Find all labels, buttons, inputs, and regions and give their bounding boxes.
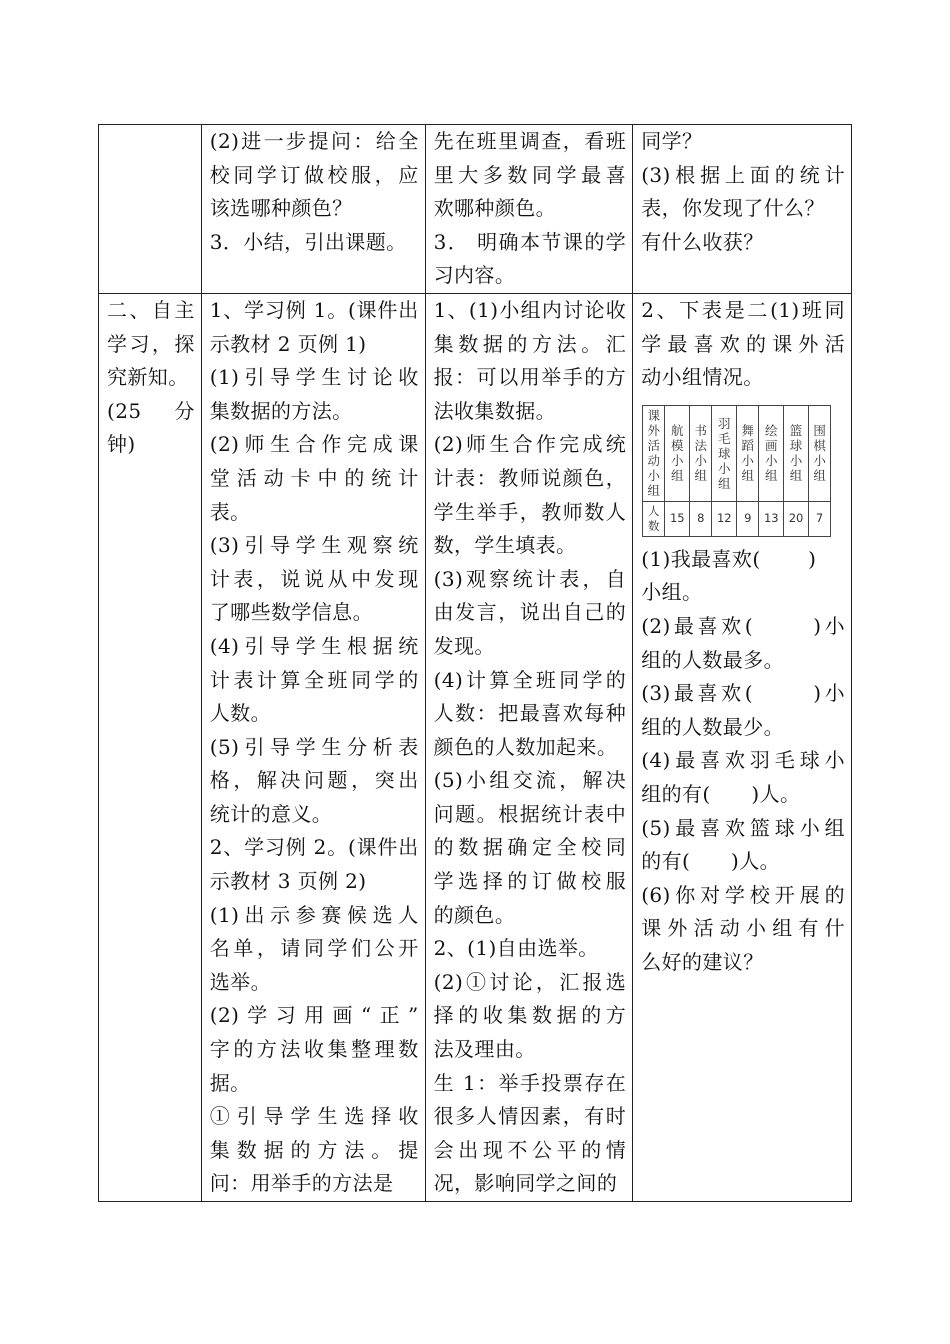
group-count-cell: 15	[665, 501, 690, 536]
text-line: 的有( )人。	[641, 849, 781, 874]
text-line: 课外活动小组有什	[641, 916, 845, 941]
text-line: 由发言，说出自己的	[433, 600, 627, 625]
text-line: 学生举手，教师数人	[433, 499, 627, 524]
text-line: 了哪些数学信息。	[209, 600, 373, 625]
text-line: 数，学生填表。	[433, 533, 577, 558]
text-line: 计表，说说从中发现	[209, 566, 419, 591]
text-line: (25 分	[107, 398, 195, 423]
text-line: 报：可以用举手的方	[433, 365, 627, 390]
text-line: 堂活动卡中的统计	[209, 465, 419, 490]
student-activity-cell	[425, 293, 633, 1201]
group-count-cell: 8	[690, 501, 712, 536]
group-count-cell: 12	[712, 501, 737, 536]
teacher-activity-cell	[201, 125, 425, 294]
text-line: 1、学习例 1。(课件出	[209, 297, 419, 322]
text-line: 究新知。	[107, 365, 189, 390]
mini-table-header-row	[643, 405, 831, 501]
text-line: 法及理由。	[433, 1037, 536, 1062]
text-line: 学选择的订做校服	[433, 869, 627, 894]
text-line: 集数据的方法。	[209, 398, 353, 423]
text-line: 3．小结，引出课题。	[209, 229, 407, 254]
text-line: (5)最喜欢篮球小组	[641, 815, 845, 840]
group-name-cell: 羽毛球小组	[712, 405, 737, 501]
text-line: 统计的意义。	[209, 801, 333, 826]
group-name-cell: 舞蹈小组	[737, 405, 759, 501]
text-line: (2)师生合作完成课	[209, 432, 419, 457]
student-activity-cell	[425, 125, 633, 294]
lesson-plan-table	[98, 124, 852, 1202]
text-line: (5)小组交流，解决	[433, 768, 627, 793]
text-line: 二、自主	[107, 297, 195, 322]
text-line: 格，解决问题，突出	[209, 768, 419, 793]
text-line: 集数据的方法。提	[209, 1137, 419, 1162]
mini-table-count-row	[643, 501, 831, 536]
text-line: 校同学订做校服，应	[209, 162, 419, 187]
text-line: (3)引导学生观察统	[209, 533, 419, 558]
text-line: (2)学习用画“正”	[209, 1003, 419, 1028]
text-line: 2、(1)自由选举。	[433, 936, 599, 961]
text-line: 据。	[209, 1070, 251, 1095]
text-line: 问：用举手的方法是	[209, 1171, 394, 1196]
text-line: (3)最喜欢( )小	[641, 681, 845, 706]
text-line: 问题。根据统计表中	[433, 801, 627, 826]
text-line: 集数据的方法。汇	[433, 331, 627, 356]
text-line: 2、下表是二(1)班同	[641, 297, 845, 322]
text-line: ①引导学生选择收	[209, 1104, 419, 1129]
text-line: 表，你发现了什么？	[641, 196, 825, 221]
text-line: 人数。	[209, 701, 271, 726]
text-line: (1)我最喜欢( )	[641, 546, 817, 571]
text-line: 名单，请同学们公开	[209, 936, 419, 961]
text-line: (1)出示参赛候选人	[209, 902, 419, 927]
text-line: 计表：教师说颜色，	[433, 465, 627, 490]
group-name-cell: 篮球小组	[784, 405, 809, 501]
text-line: 里大多数同学最喜	[433, 162, 627, 187]
text-line: (5)引导学生分析表	[209, 734, 419, 759]
text-line: (4)引导学生根据统	[209, 633, 419, 658]
text-line: 有什么收获？	[641, 229, 764, 254]
group-count-cell: 20	[784, 501, 809, 536]
text-line: 字的方法收集整理数	[209, 1037, 419, 1062]
text-line: 生 1：举手投票存在	[433, 1070, 627, 1095]
text-line: 表。	[209, 499, 251, 524]
table-row	[99, 293, 852, 1201]
text-line: 计表计算全班同学的	[209, 667, 419, 692]
text-line: 况，影响同学之间的	[433, 1171, 618, 1196]
text-line: (3)观察统计表，自	[433, 566, 627, 591]
text-line: 示教材 3 页例 2)	[209, 869, 367, 894]
text-line: 人数：把最喜欢每种	[433, 701, 627, 726]
stage-cell	[99, 293, 202, 1201]
text-line: 会出现不公平的情	[433, 1137, 627, 1162]
group-name-cell: 航模小组	[665, 405, 690, 501]
text-line: (2)最喜欢( )小	[641, 613, 845, 638]
exercise-cell	[633, 125, 852, 294]
text-line: (2)师生合作完成统	[433, 432, 627, 457]
row-header-cell: 课外活动小组	[643, 405, 665, 501]
table-row	[99, 125, 852, 294]
text-line: 先在班里调查，看班	[433, 129, 627, 153]
group-count-cell: 9	[737, 501, 759, 536]
text-line: (2)进一步提问：给全	[209, 129, 419, 153]
text-line: 学最喜欢的课外活	[641, 331, 845, 356]
text-line: 发现。	[433, 633, 495, 658]
teacher-activity-cell	[201, 293, 425, 1201]
text-line: (6)你对学校开展的	[641, 882, 845, 907]
text-line: 组的有( )人。	[641, 781, 801, 806]
text-line: (4)最喜欢羽毛球小	[641, 748, 845, 773]
group-name-cell: 绘画小组	[759, 405, 784, 501]
text-line: 选举。	[209, 969, 271, 994]
text-line: 的颜色。	[433, 902, 516, 927]
activity-group-table	[642, 405, 831, 537]
text-line: (1)引导学生讨论收	[209, 365, 419, 390]
text-line: 欢哪种颜色。	[433, 196, 557, 221]
text-line: 颜色的人数加起来。	[433, 734, 618, 759]
group-name-cell: 书法小组	[690, 405, 712, 501]
exercise-cell	[633, 293, 852, 1201]
stage-cell	[99, 125, 202, 294]
text-line: 2、学习例 2。(课件出	[209, 835, 419, 860]
text-line: 小组。	[641, 580, 703, 605]
text-line: 组的人数最少。	[641, 714, 785, 739]
text-line: 学习，探	[107, 331, 195, 356]
text-line: 该选哪种颜色？	[209, 196, 353, 221]
text-line: 的数据确定全校同	[433, 835, 627, 860]
text-line: (3)根据上面的统计	[641, 162, 845, 187]
text-line: 组的人数最多。	[641, 647, 785, 672]
count-header-cell: 人数	[643, 501, 665, 536]
text-line: 1、(1)小组内讨论收	[433, 297, 627, 322]
text-line: 3． 明确本节课的学	[433, 229, 627, 254]
text-line: (4)计算全班同学的	[433, 667, 627, 692]
text-line: 动小组情况。	[641, 365, 764, 390]
text-line: 同学？	[641, 129, 703, 153]
group-name-cell: 围棋小组	[808, 405, 830, 501]
text-line: (2)①讨论，汇报选	[433, 969, 627, 994]
text-line: 法收集数据。	[433, 398, 557, 423]
group-count-cell: 13	[759, 501, 784, 536]
text-line: 很多人情因素，有时	[433, 1104, 627, 1129]
text-line: 择的收集数据的方	[433, 1003, 627, 1028]
text-line: 么好的建议？	[641, 949, 764, 974]
group-count-cell: 7	[808, 501, 830, 536]
text-line: 习内容。	[433, 263, 516, 288]
text-line: 钟)	[107, 432, 136, 457]
text-line: 示教材 2 页例 1)	[209, 331, 367, 356]
